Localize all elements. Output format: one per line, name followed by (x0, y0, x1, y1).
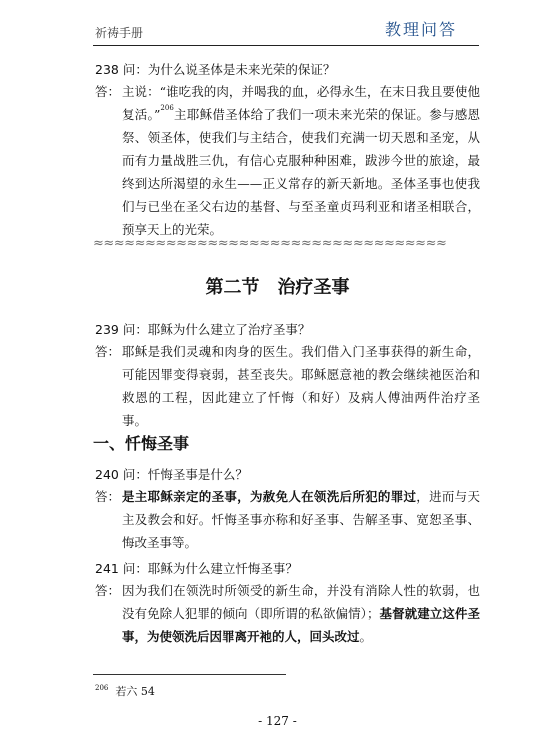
footnote-206 (95, 683, 155, 699)
answer-label: 答： (95, 344, 121, 359)
answer-240-text: ，进而与天主及教会和好。忏悔圣事亦称和好圣事、告解圣事、宽恕圣事、悔改圣事等。 (122, 489, 480, 550)
answer-239 (95, 340, 480, 432)
header-book-title: 祈祷手册 (95, 26, 144, 40)
answer-241-end: 。 (359, 629, 373, 644)
answer-241-text: 因为我们在领洗时所领受的新生命，并没有消除人性的软弱，也没有免除人犯罪的倾向（即所谓的私欲偏情）； (122, 583, 480, 621)
answer-239-body: 耶稣是我们灵魂和肉身的医生。我们借入门圣事获得的新生命，可能因罪变得衰弱，甚至丧失。耶稣愿意祂的教会继续祂医治和救恩的工程，因此建立了忏悔（和好）及病人傅油两件治疗圣事。 (122, 344, 480, 428)
answer-240-body (122, 485, 480, 554)
footnote-text: 若六 54 (115, 685, 155, 698)
footnote-number: 206 (95, 684, 109, 692)
footnote-rule (93, 674, 286, 675)
section-title: 第二节 治疗圣事 (205, 277, 350, 298)
answer-240-bold: 是主耶稣亲定的圣事，为赦免人在领洗后所犯的罪过 (122, 489, 417, 504)
answer-240 (95, 485, 480, 554)
answer-label: 答： (95, 583, 121, 598)
answer-241-bold: 基督就建立这件圣事，为使领洗后因罪离开祂的人，回头改过 (122, 606, 480, 644)
answer-238 (95, 80, 480, 241)
header-rule (93, 45, 479, 46)
answer-238-body (122, 80, 480, 241)
answer-238-text: 主耶稣借圣体给了我们一项未来光荣的保证。参与感恩祭、领圣体，使我们与主结合，使我们充满一切天恩和圣宠，从而有力量战胜三仇，有信心克服种种困难，跋涉今世的旅途，最终到达所渴望的永生——正义常存的新天新地。圣体圣事也使我们与已坐在圣父右边的基督、与至圣童贞玛利亚和诸圣相联合，预享天上的光荣。 (122, 107, 480, 237)
answer-241-body (122, 579, 480, 648)
question-239: 239 问：耶稣为什么建立了治疗圣事？ (95, 322, 311, 337)
section-divider: ≈≈≈≈≈≈≈≈≈≈≈≈≈≈≈≈≈≈≈≈≈≈≈≈≈≈≈≈≈≈≈≈≈≈ (93, 236, 447, 251)
question-240: 240 问：忏悔圣事是什么？ (95, 467, 248, 482)
answer-label: 答： (95, 84, 121, 99)
header-section-title: 教理问答 (385, 20, 458, 39)
page-number: - 127 - (258, 714, 297, 728)
answer-238-quote: 主说：“谁吃我的肉，并喝我的血，必得永生，在末日我且要使他复活。” (122, 84, 480, 122)
question-241: 241 问：耶稣为什么建立忏悔圣事？ (95, 561, 298, 576)
footnote-ref-206[interactable]: 206 (160, 104, 174, 112)
answer-241 (95, 579, 480, 648)
answer-label: 答： (95, 489, 121, 504)
question-238: 238 问：为什么说圣体是未来光荣的保证？ (95, 62, 336, 77)
subsection-title: 一、忏悔圣事 (93, 434, 190, 453)
